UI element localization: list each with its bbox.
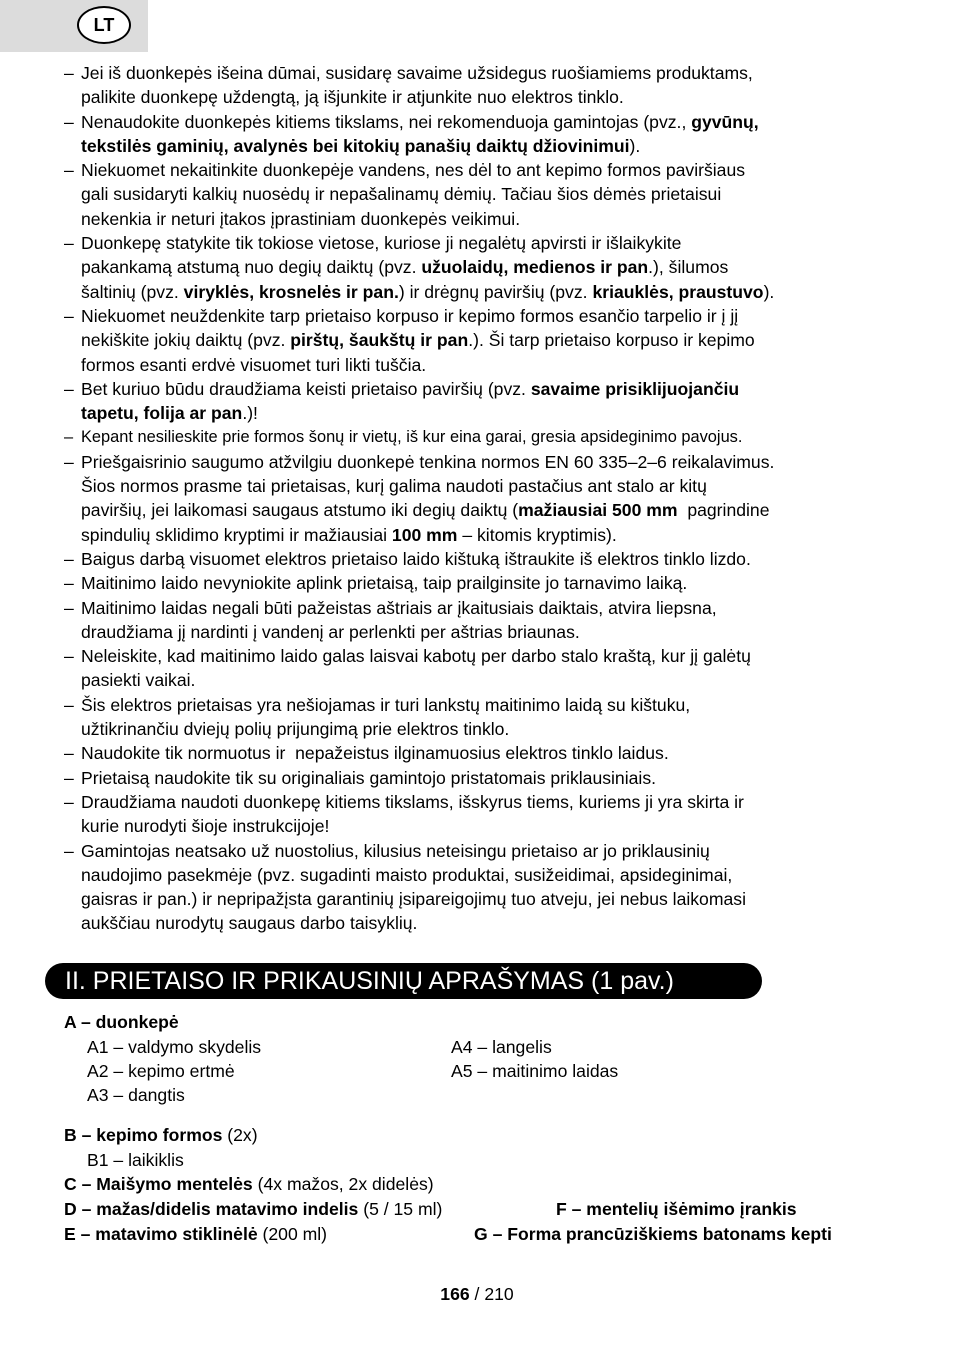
bullet-dash: – [64, 160, 74, 181]
bullet-dash: – [64, 694, 74, 715]
bullet-dash: – [64, 451, 74, 472]
bullet-text: Bet kuriuo būdu draudžiama keisti prietaiso paviršių (pvz. savaime prisiklijuojančiu tapetu, folija ar pan.)! [81, 378, 740, 424]
bullet-dash: – [64, 840, 74, 861]
bullet-text: Niekuomet nekaitinkite duonkepėje vandens, nes dėl to ant kepimo formos paviršiaus gali susidaryti kalkių nuosėdų ir nepašalinamų dėmių. Tačiau šios dėmės prietaisui nekenkia ir neturi įtakos įprastiniam duonkepės veikimui. [81, 160, 746, 229]
part-f: F – mentelių išėmimo įrankis [556, 1199, 797, 1219]
part-a1: A1 – valdymo skydelis [87, 1037, 262, 1057]
bullet-dash: – [64, 378, 74, 399]
safety-bullet [64, 766, 904, 790]
part-a2: A2 – kepimo ertmė [87, 1061, 235, 1081]
safety-bullet [64, 425, 904, 449]
safety-bullet [64, 231, 904, 304]
bullet-dash: – [64, 428, 74, 447]
bullet-text: Maitinimo laidas negali būti pažeistas aštriais ar įkaitusiais daiktais, atvira liepsna, draudžiama jį nardinti į vandenį ar perlenkti per aštrias briaunas. [81, 597, 717, 642]
bullet-text: Duonkepę statykite tik tokiose vietose, kuriose ji negalėtų apvirsti ir išlaikykite pakankamą atstumą nuo degių daiktų (pvz. užuolaidų, medienos ir pan.), šilumos šaltinių (pvz. viryklės, krosnelės ir pan.) ir drėgnų paviršių (pvz. kriauklės, praustuvo). [81, 233, 775, 302]
part-a4: A4 – langelis [451, 1037, 552, 1057]
safety-bullet [64, 596, 904, 645]
safety-bullet [64, 450, 904, 547]
safety-bullet [64, 741, 904, 765]
bullet-text: Jei iš duonkepės išeina dūmai, susidarę savaime užsidegus ruošiamiems produktams, palikite duonkepę uždengtą, ją išjunkite ir atjunkite nuo elektros tinklo. [81, 63, 753, 108]
part-a: A – duonkepė [64, 1012, 179, 1032]
safety-bullet [64, 644, 904, 693]
bullet-dash: – [64, 233, 74, 254]
bullet-text: Naudokite tik normuotus ir nepažeistus ilginamuosius elektros tinklo laidus. [81, 743, 669, 764]
bullet-text: Niekuomet neuždenkite tarp prietaiso korpuso ir kepimo formos esančio tarpelio ir į jį nekiškite jokių daiktų (pvz. pirštų, šaukštų ir pan.). Ši tarp prietaiso korpuso ir kepimo formos esanti erdvė visuomet turi likti tuščia. [81, 305, 755, 375]
bullet-dash: – [64, 767, 74, 788]
part-b1: B1 – laikiklis [87, 1150, 184, 1170]
part-g: G – Forma prancūziškiems batonams kepti [474, 1224, 832, 1244]
language-badge: LT [77, 6, 131, 44]
bullet-dash: – [64, 111, 74, 132]
bullet-dash: – [64, 791, 74, 812]
safety-bullet [64, 571, 904, 595]
part-a5: A5 – maitinimo laidas [451, 1061, 619, 1081]
bullet-dash: – [64, 573, 74, 594]
bullet-dash: – [64, 305, 74, 326]
part-b: B – kepimo formos (2x) [64, 1125, 258, 1145]
safety-bullet [64, 377, 904, 426]
bullet-dash: – [64, 743, 74, 764]
safety-bullet [64, 304, 904, 377]
safety-bullet [64, 839, 904, 936]
bullet-dash: – [64, 548, 74, 569]
bullet-text: Nenaudokite duonkepės kitiems tikslams, nei rekomenduoja gamintojas (pvz., gyvūnų, tekstilės gaminių, avalynės bei kitokių panašių daiktų džiovinimui). [81, 111, 759, 156]
bullet-dash: – [64, 597, 74, 618]
safety-bullet [64, 110, 904, 159]
part-c: C – Maišymo mentelės (4x mažos, 2x didelės) [64, 1174, 434, 1194]
bullet-text: Prietaisą naudokite tik su originaliais gamintojo pristatomais priklausiniais. [81, 767, 657, 788]
part-a3: A3 – dangtis [87, 1085, 185, 1105]
safety-bullet [64, 158, 904, 231]
bullet-text: Baigus darbą visuomet elektros prietaiso laido kištuką ištraukite iš elektros tinklo lizdo. [81, 548, 751, 569]
part-d: D – mažas/didelis matavimo indelis (5 / 15 ml) [64, 1199, 443, 1219]
safety-bullet [64, 790, 904, 839]
safety-bullet [64, 61, 904, 110]
bullet-dash: – [64, 646, 74, 667]
bullet-text: Neleiskite, kad maitinimo laido galas laisvai kabotų per darbo stalo kraštą, kur jį galėtų pasiekti vaikai. [81, 646, 751, 691]
bullet-text: Kepant nesilieskite prie formos šonų ir vietų, iš kur eina garai, gresia apsideginimo pavojus. [81, 428, 743, 447]
safety-bullet [64, 547, 904, 571]
bullet-text: Gamintojas neatsako už nuostolius, kilusius neteisingu prietaiso ar jo priklausinių naudojimo pasekmėje (pvz. sugadinti maisto produktai, susižeidimai, apsideginimai, gaisras ir pan.) ir nepripažįsta garantinių įsipareigojimų tuo atveju, jei nebus laikomasi aukščiau nurodytų saugaus darbo taisyklių. [81, 840, 746, 934]
bullet-text: Priešgaisrinio saugumo atžvilgiu duonkepė tenkina normos EN 60 335–2–6 reikalavimus. Šios normos prasme tai prietaisas, kurį galima naudoti pastačius ant stalo ar kitų paviršių, jei laikomasi saugaus atstumo iki degių daiktų (mažiausiai 500 mm pagrindine spindulių sklidimo kryptimi ir mažiausiai 100 mm – kitomis kryptimis). [81, 451, 775, 545]
section-heading: II. PRIETAISO IR PRIKAUSINIŲ APRAŠYMAS (1 pav.) [45, 963, 762, 999]
page-number: 166 / 210 [440, 1284, 514, 1304]
bullet-text: Draudžiama naudoti duonkepę kitiems tikslams, išskyrus tiems, kuriems ji yra skirta ir kurie nurodyti šioje instrukcijoje! [81, 791, 744, 837]
bullet-dash: – [64, 63, 74, 83]
bullet-text: Šis elektros prietaisas yra nešiojamas ir turi lankstų maitinimo laidą su kištuku, užtikrinančiu dviejų polių prijungimą prie elektros tinklo. [81, 694, 691, 740]
safety-instructions-list [64, 61, 904, 936]
part-e: E – matavimo stiklinėlė (200 ml) [64, 1224, 328, 1244]
language-tab [0, 0, 148, 52]
bullet-text: Maitinimo laido nevyniokite aplink prietaisą, taip prailginsite jo tarnavimo laiką. [81, 573, 688, 594]
safety-bullet [64, 693, 904, 742]
